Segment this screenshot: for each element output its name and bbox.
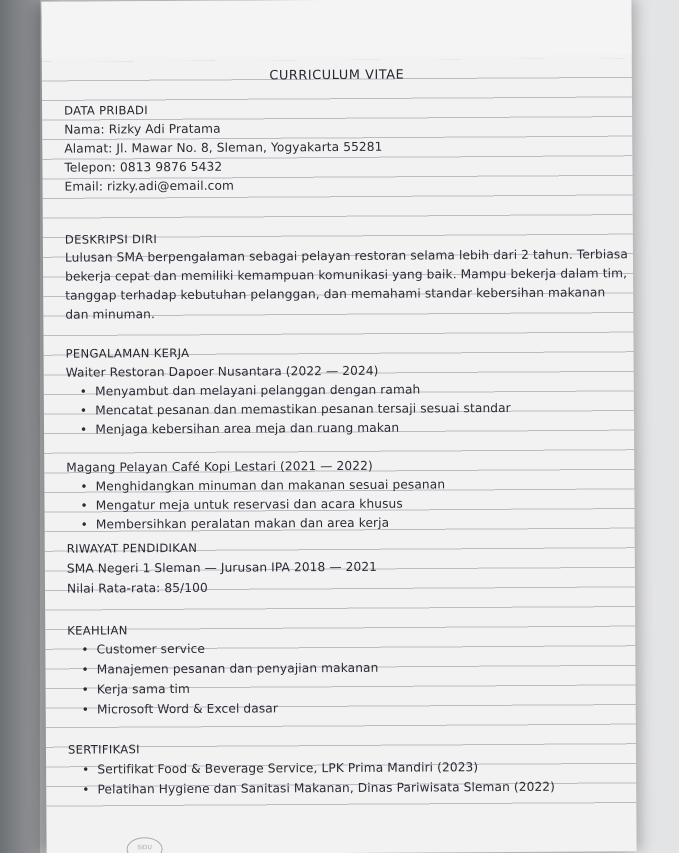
- skill-item: • Microsoft Word & Excel dasar: [82, 701, 278, 716]
- cv-title: CURRICULUM VITAE: [269, 67, 405, 84]
- section-heading-experience: PENGALAMAN KERJA: [65, 345, 190, 361]
- skill-item: • Customer service: [81, 642, 205, 657]
- job-duty-item: • Membersihkan peralatan makan dan area kerja: [81, 516, 390, 532]
- paper-brand-stamp: SIDU: [127, 837, 163, 853]
- certification-item: • Pelatihan Hygiene dan Sanitasi Makanan, Dinas Pariwisata Sleman (2022): [82, 780, 555, 797]
- job-duty-item: • Mengatur meja untuk reservasi dan acara khusus: [80, 497, 402, 513]
- skill-item: • Kerja sama tim: [82, 682, 190, 697]
- job-duty-item: • Menjaga kebersihan area meja dan ruang makan: [80, 421, 399, 437]
- personal-name: Nama: Rizky Adi Pratama: [64, 121, 221, 137]
- notebook-page: [41, 0, 636, 853]
- section-heading-certification: SERTIFIKASI: [67, 742, 140, 757]
- section-heading-skills: KEAHLIAN: [67, 623, 128, 638]
- description-line: bekerja cepat dan memiliki kemampuan komunikasi yang baik. Mampu bekerja dalam tim,: [65, 266, 628, 284]
- personal-address: Alamat: Jl. Mawar No. 8, Sleman, Yogyakarta 55281: [64, 139, 383, 156]
- section-heading-personal: DATA PRIBADI: [64, 103, 148, 118]
- description-line: dan minuman.: [65, 307, 156, 322]
- job-duty-item: • Menyambut dan melayani pelanggan dengan ramah: [80, 383, 421, 399]
- skill-item: • Manajemen pesanan dan penyajian makanan: [81, 661, 378, 677]
- job-duty-item: • Mencatat pesanan dan memastikan pesanan tersaji sesuai standar: [80, 401, 511, 418]
- education-school: SMA Negeri 1 Sleman — Jurusan IPA 2018 — 2021: [66, 559, 378, 576]
- education-grade: Nilai Rata-rata: 85/100: [66, 580, 208, 596]
- page-top-margin: [41, 0, 631, 58]
- job-duty-item: • Menghidangkan minuman dan makanan sesuai pesanan: [80, 477, 445, 493]
- personal-email: Email: rizky.adi@email.com: [64, 178, 235, 194]
- personal-phone: Telepon: 0813 9876 5432: [64, 159, 223, 175]
- job-title: Waiter Restoran Dapoer Nusantara (2022 — 2024): [65, 363, 379, 380]
- job-title: Magang Pelayan Café Kopi Lestari (2021 — 2022): [66, 458, 373, 475]
- desk-shadow: [0, 0, 40, 853]
- section-heading-description: DESKRIPSI DIRI: [64, 232, 158, 247]
- description-line: Lulusan SMA berpengalaman sebagai pelayan restoran selama lebih dari 2 tahun. Terbiasa: [64, 247, 628, 265]
- section-heading-education: RIWAYAT PENDIDIKAN: [66, 540, 198, 556]
- description-line: tanggap terhadap kebutuhan pelanggan, dan memahami standar kebersihan makanan: [65, 285, 606, 303]
- certification-item: • Sertifikat Food & Beverage Service, LPK Prima Mandiri (2023): [82, 760, 478, 776]
